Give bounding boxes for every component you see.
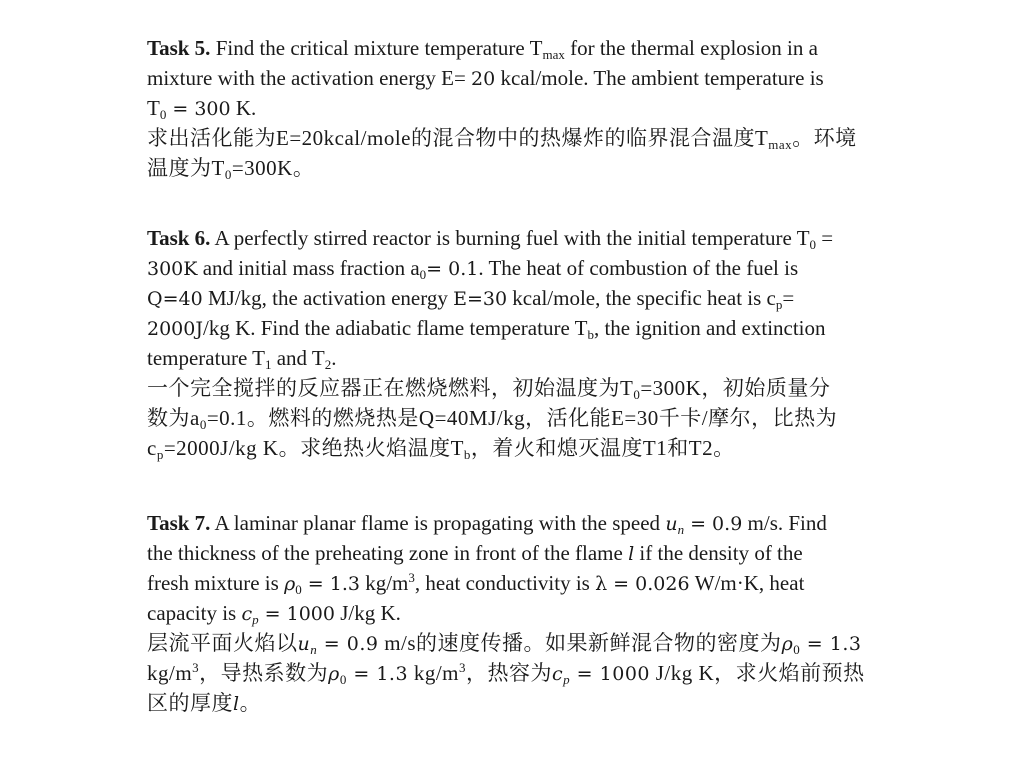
task-5-line-1: Task 5. Find the critical mixture temperature $T_{max}$ for the thermal explosion in a [147, 36, 818, 62]
task-6-line-1: Task 6. A perfectly stirred reactor is burning fuel with the initial temperature $T_0$ = [147, 226, 834, 252]
task-7-line-4: capacity is $c_p = 1000$ J/kg K. [147, 601, 401, 627]
task-5-label: Task 5. [147, 36, 211, 60]
task-6-zh-line-3: $c_p=2000J/kg$ K。求绝热火焰温度$T_b$，着火和熄灭温度T1和T2。 [147, 436, 735, 462]
task-5-zh-line-2: 温度为$T_0=300K$。 [147, 156, 315, 182]
task-7-line-3: fresh mixture is $\rho_0 = 1.3$ $kg/m^3$, heat conductivity is λ = 0.026 W/m·K, heat [147, 570, 805, 597]
task-6-label: Task 6. [147, 226, 211, 250]
task-7-line-2: the thickness of the preheating zone in front of the flame l if the density of the [147, 541, 803, 565]
task-7 [147, 508, 947, 718]
task-6-zh-line-1: 一个完全搅拌的反应器正在燃烧燃料，初始温度为$T_0=300K$，初始质量分 [147, 376, 831, 402]
task-6-line-3: Q=40 MJ/kg, the activation energy E=30 kcal/mole, the specific heat is $c_p=$ [147, 286, 795, 312]
task-5-zh-line-1: 求出活化能为E=20kcal/mole的混合物中的热爆炸的临界混合温度$T_{max}$。环境 [147, 126, 857, 152]
task-5-line-3: $T_0 = 300$ K. [147, 96, 257, 122]
task-7-zh-line-3: 区的厚度l。 [147, 691, 262, 715]
task-5 [147, 33, 947, 183]
task-7-zh-line-2: $kg/m^3$，导热系数为$\rho_0 = 1.3$ $kg/m^3$，热容为$c_p = 1000$ J/kg K，求火焰前预热 [147, 660, 865, 687]
task-7-zh-line-1: 层流平面火焰以$u_n = 0.9$ m/s的速度传播。如果新鲜混合物的密度为$\rho_0 = 1.3$ [147, 631, 862, 657]
task-6 [147, 223, 947, 463]
task-5-line-2: mixture with the activation energy E= 20 kcal/mole. The ambient temperature is [147, 66, 824, 90]
task-6-line-4: 2000J/kg K. Find the adiabatic flame temperature $T_b$, the ignition and extinction [147, 316, 826, 342]
task-7-line-1: Task 7. A laminar planar flame is propagating with the speed $u_n = 0.9$ m/s. Find [147, 511, 827, 537]
task-6-line-2: 300K and initial mass fraction $a_0= 0.1$. The heat of combustion of the fuel is [147, 256, 799, 282]
task-6-line-5: temperature $T_1$ and $T_2$. [147, 346, 337, 372]
task-6-zh-line-2: 数为$a_0=0.1$。燃料的燃烧热是Q=40MJ/kg，活化能E=30千卡/摩尔，比热为 [147, 406, 838, 432]
task-7-label: Task 7. [147, 511, 211, 535]
